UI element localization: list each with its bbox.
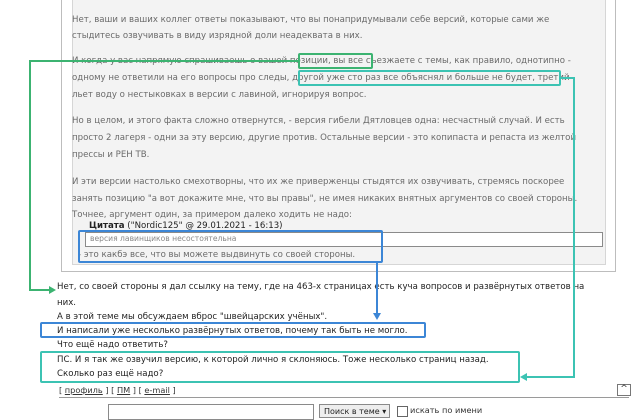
profile-link[interactable]: профиль <box>64 385 103 395</box>
explained-phrase: другой уже сто раз все объяснял и больше не будет <box>292 73 533 83</box>
answer-line2: них. <box>57 298 77 308</box>
answer-line5: Что ещё надо ответить? <box>57 340 168 350</box>
quote-p1-line1: Нет, ваши и ваших коллег ответы показывают, что вы понапридумывали себе версий, которые сами же <box>72 15 550 25</box>
quote-p2-line3: льет воду о нестыковках в версии с лавиной, игнорируя вопрос. <box>72 90 367 100</box>
nested-quote-text: версия лавинщиков несостоятельна <box>90 234 237 243</box>
answer-line1: Нет, со своей стороны я дал ссылку на тему, где на 463-х страницах есть куча вопросов и развёрнутых ответов на <box>57 282 585 292</box>
quote-p2-line1: И когда у вас напрямую спрашиваешь о вашей позиции, вы все съезжаете с темы, как правило, однотипно - <box>72 56 571 66</box>
blue-arrowhead <box>373 313 381 320</box>
search-by-name-checkbox[interactable] <box>397 406 408 417</box>
quote-p4-line2: занять позицию "а вот докажите мне, что вы правы", не имея никаких внятных аргументов со своей стороны. <box>72 194 578 204</box>
quote-p3-line1: Но в целом, и этого факта сложно отвернутся, - версия гибели Дятловцев одна: несчастный случай. И есть <box>72 116 565 126</box>
quote-p3-line3: прессы и РЕН ТВ. <box>72 150 150 160</box>
nested-quote-header: Цитата ("Nordic125" @ 29.01.2021 - 16:13) <box>89 221 283 231</box>
answer-line4: И написали уже несколько развёрнутых ответов, почему так быть не могло. <box>57 326 408 336</box>
answer-line6: ПС. И я так же озвучил версию, к которой лично я склоняюсь. Тоже несколько страниц назад. <box>57 355 489 365</box>
quote-p3-line2: просто 2 лагеря - одни за эту версию, другие против. Остальные версии - это копипаста и репаста из желтой <box>72 133 577 143</box>
pm-link[interactable]: ПМ <box>116 385 131 395</box>
post-footer-links: [ профиль ] [ ПМ ] [ e-mail ] <box>59 385 176 395</box>
answer-line3: А в этой теме мы обсуждаем вброс "швейцарских учёных". <box>57 312 328 322</box>
quote-p2-line2: одному не ответили на его вопросы про следы, другой уже сто раз все объяснял и больше не будет, третий <box>72 73 570 83</box>
quote-p4-line1: И эти версии настолько смехотворны, что их же приверженцы стыдятся их озвучивать, стремясь поскорее <box>72 177 565 187</box>
answer-line7: Сколько раз ещё надо? <box>57 369 164 379</box>
quote-last-line: - это какбэ все, что вы можете выдвинуть со своей стороны. <box>78 250 356 260</box>
email-link[interactable]: e-mail <box>144 385 170 395</box>
quote-p4-line3: Точнее, аргумент один, за примером далеко ходить не надо: <box>72 210 352 220</box>
quote-p1-line2: стыдитесь озвучивать в виду изрядной доли неадеквата в них. <box>72 31 363 41</box>
search-by-name-label: искать по имени <box>410 405 483 415</box>
divider <box>59 397 629 398</box>
green-arrowhead <box>49 286 56 294</box>
off-topic-phrase: съезжаете с темы <box>365 56 449 66</box>
teal-connector <box>526 78 574 377</box>
teal-arrowhead <box>520 373 527 381</box>
green-connector <box>30 61 298 290</box>
search-input[interactable] <box>108 404 314 420</box>
scroll-to-top-button[interactable]: ^ <box>617 384 631 396</box>
search-in-topic-button[interactable]: Поиск в теме ▾ <box>319 404 390 418</box>
